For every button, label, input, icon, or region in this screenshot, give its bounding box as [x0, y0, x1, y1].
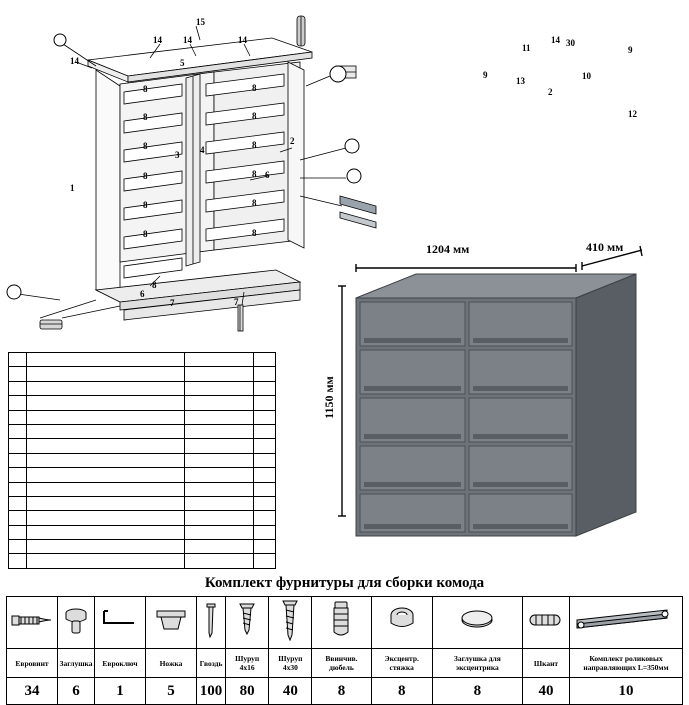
part-dimension: [185, 482, 254, 496]
part-callout-14: 14: [183, 35, 192, 45]
part-callout-6: 6: [265, 170, 270, 180]
fitting-count: 8: [312, 678, 371, 705]
dresser-width-label: 1204 мм: [426, 242, 470, 256]
table-row: [9, 511, 276, 525]
table-row: [9, 439, 276, 453]
part-quantity: [254, 439, 276, 453]
drawer-callout-9: 9: [483, 70, 488, 80]
part-callout-8: 8: [143, 84, 148, 94]
drawer-assembly-diagram: [395, 0, 689, 160]
table-row: [9, 482, 276, 496]
screw-4x30-icon: [269, 597, 312, 649]
part-dimension: [185, 453, 254, 467]
part-quantity: [254, 453, 276, 467]
part-callout-8: 8: [143, 112, 148, 122]
part-quantity: [254, 353, 276, 367]
fitting-count: 8: [371, 678, 432, 705]
part-name: [26, 367, 185, 381]
drawer-slide-icon: [570, 597, 683, 649]
fitting-count: 8: [432, 678, 522, 705]
allen-key-icon: [95, 597, 146, 649]
part-name: [26, 410, 185, 424]
part-dimension: [185, 511, 254, 525]
part-dimension: [185, 468, 254, 482]
part-quantity: [254, 367, 276, 381]
table-row: [9, 496, 276, 510]
cam-cover-icon: [432, 597, 522, 649]
fitting-name: Шкант: [522, 649, 569, 678]
table-row: [9, 353, 276, 367]
part-name: [26, 453, 185, 467]
drawer-callout-9: 9: [628, 45, 633, 55]
table-row: [9, 554, 276, 568]
fitting-name: Евроключ: [95, 649, 146, 678]
part-callout-3: 3: [175, 150, 180, 160]
fittings-title: Комплект фурнитуры для сборки комода: [204, 575, 485, 591]
part-number: [9, 525, 27, 539]
table-row: [9, 424, 276, 438]
fitting-name: Ввинчив. дюбель: [312, 649, 371, 678]
part-name: [26, 482, 185, 496]
part-name: [26, 468, 185, 482]
part-dimension: [185, 381, 254, 395]
fitting-count: 40: [269, 678, 312, 705]
part-quantity: [254, 410, 276, 424]
fitting-count: 40: [522, 678, 569, 705]
part-callout-8: 8: [252, 140, 257, 150]
part-dimension: [185, 424, 254, 438]
parts-table: [8, 352, 276, 569]
drawer-callout-10: 10: [582, 71, 591, 81]
part-name: [26, 381, 185, 395]
part-number: [9, 353, 27, 367]
part-quantity: [254, 381, 276, 395]
fitting-name: Шуруп 4х16: [226, 649, 269, 678]
part-callout-8: 8: [252, 83, 257, 93]
part-name: [26, 525, 185, 539]
fitting-name: Заглушка: [58, 649, 95, 678]
cam-lock-icon: [371, 597, 432, 649]
part-callout-8: 8: [143, 171, 148, 181]
drawer-callout-14: 14: [551, 35, 560, 45]
fitting-count: 6: [58, 678, 95, 705]
part-quantity: [254, 511, 276, 525]
cap-plug-icon: [58, 597, 95, 649]
fitting-name: Комплект роликовых направляющих L=350мм: [570, 649, 683, 678]
part-callout-8: 8: [152, 280, 157, 290]
part-quantity: [254, 496, 276, 510]
dresser-depth-label: 410 мм: [586, 240, 624, 254]
part-dimension: [185, 525, 254, 539]
part-quantity: [254, 424, 276, 438]
part-callout-8: 8: [143, 229, 148, 239]
part-callout-7: 7: [170, 298, 175, 308]
part-number: [9, 511, 27, 525]
screw-in-dowel-icon: [312, 597, 371, 649]
part-callout-8: 8: [143, 141, 148, 151]
fitting-count: 100: [197, 678, 226, 705]
part-callout-1: 1: [70, 183, 75, 193]
part-number: [9, 367, 27, 381]
table-row: [9, 381, 276, 395]
part-quantity: [254, 396, 276, 410]
fitting-count: 34: [7, 678, 58, 705]
part-quantity: [254, 525, 276, 539]
drawer-callout-12: 12: [628, 109, 637, 119]
part-number: [9, 482, 27, 496]
part-dimension: [185, 353, 254, 367]
part-callout-6: 6: [140, 289, 145, 299]
part-number: [9, 410, 27, 424]
part-quantity: [254, 540, 276, 554]
fitting-count: 5: [146, 678, 197, 705]
table-row: [9, 367, 276, 381]
part-number: [9, 424, 27, 438]
dowel-icon: [522, 597, 569, 649]
part-callout-14: 14: [238, 35, 247, 45]
part-callout-8: 8: [252, 228, 257, 238]
part-quantity: [254, 468, 276, 482]
table-row: [9, 525, 276, 539]
part-callout-15: 15: [196, 17, 205, 27]
part-callout-14: 14: [153, 35, 162, 45]
fitting-name: Гвоздь: [197, 649, 226, 678]
table-row: [9, 540, 276, 554]
fitting-name: Шуруп 4х30: [269, 649, 312, 678]
table-row: [9, 468, 276, 482]
part-name: [26, 511, 185, 525]
part-name: [26, 353, 185, 367]
table-row: [9, 410, 276, 424]
drawer-callout-30: 30: [566, 38, 575, 48]
part-number: [9, 554, 27, 568]
fitting-count: 1: [95, 678, 146, 705]
part-dimension: [185, 410, 254, 424]
part-callout-4: 4: [200, 145, 205, 155]
part-number: [9, 453, 27, 467]
screw-4x16-icon: [226, 597, 269, 649]
part-callout-2: 2: [290, 136, 295, 146]
part-dimension: [185, 554, 254, 568]
part-callout-8: 8: [252, 111, 257, 121]
part-number: [9, 468, 27, 482]
part-callout-5: 5: [180, 58, 185, 68]
part-dimension: [185, 439, 254, 453]
part-name: [26, 496, 185, 510]
drawer-callout-2: 2: [548, 87, 553, 97]
part-callout-8: 8: [252, 169, 257, 179]
fittings-table: [6, 596, 683, 705]
table-row: [9, 396, 276, 410]
leg-icon: [146, 597, 197, 649]
part-name: [26, 554, 185, 568]
fitting-name: Евровинт: [7, 649, 58, 678]
part-name: [26, 540, 185, 554]
table-row: [9, 453, 276, 467]
part-number: [9, 540, 27, 554]
fitting-name: Эксцентр. стяжка: [371, 649, 432, 678]
part-dimension: [185, 367, 254, 381]
fitting-name: Заглушка для эксцентрика: [432, 649, 522, 678]
part-quantity: [254, 482, 276, 496]
euro-screw-icon: [7, 597, 58, 649]
part-callout-14: 14: [70, 56, 79, 66]
part-number: [9, 439, 27, 453]
dresser-height-label: 1150 мм: [321, 376, 336, 419]
part-dimension: [185, 396, 254, 410]
dresser-render: [321, 240, 685, 560]
part-callout-7: 7: [234, 297, 239, 307]
part-dimension: [185, 496, 254, 510]
part-name: [26, 439, 185, 453]
fitting-count: 10: [570, 678, 683, 705]
nail-icon: [197, 597, 226, 649]
drawer-callout-13: 13: [516, 76, 525, 86]
part-number: [9, 496, 27, 510]
part-name: [26, 396, 185, 410]
drawer-callout-11: 11: [522, 43, 531, 53]
part-number: [9, 381, 27, 395]
part-number: [9, 396, 27, 410]
part-quantity: [254, 554, 276, 568]
part-dimension: [185, 540, 254, 554]
part-name: [26, 424, 185, 438]
part-callout-8: 8: [252, 198, 257, 208]
fitting-name: Ножка: [146, 649, 197, 678]
fitting-count: 80: [226, 678, 269, 705]
part-callout-8: 8: [143, 200, 148, 210]
